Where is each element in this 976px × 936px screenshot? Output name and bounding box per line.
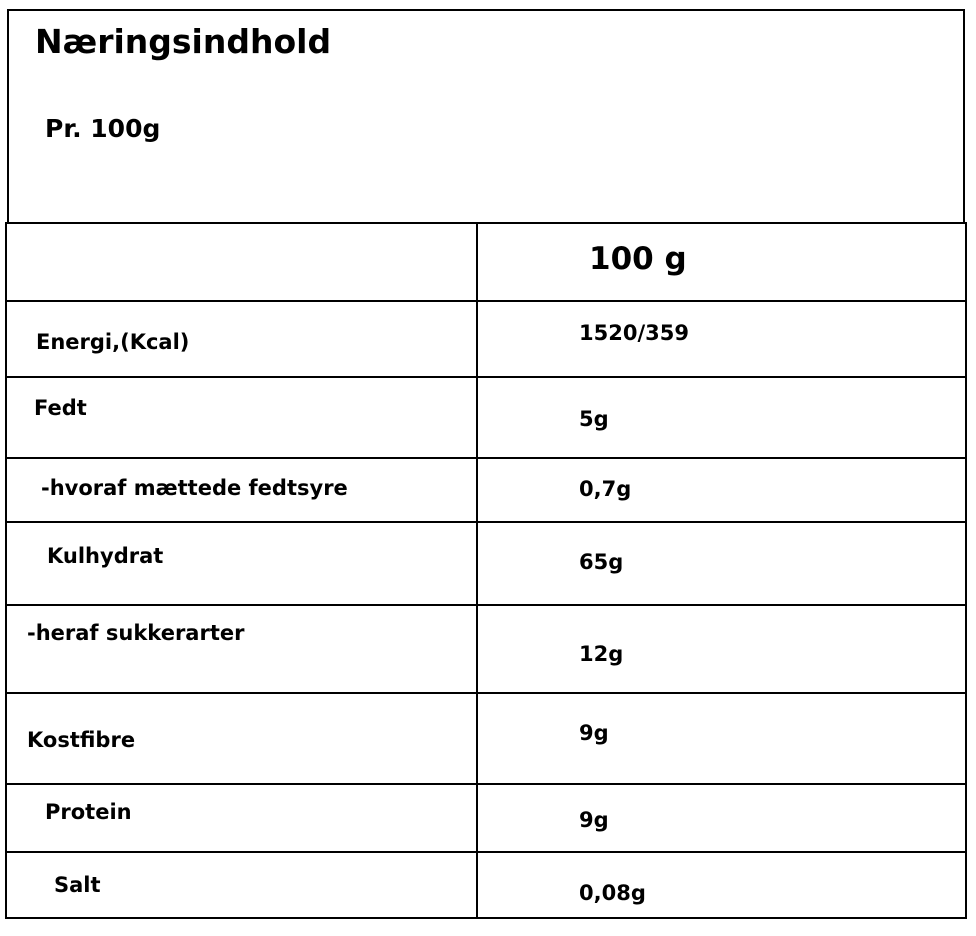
row-divider bbox=[5, 521, 967, 523]
column-divider bbox=[476, 222, 478, 919]
row-label-protein: Protein bbox=[45, 800, 132, 824]
row-divider bbox=[5, 457, 967, 459]
row-divider bbox=[5, 851, 967, 853]
column-header-per-100g: 100 g bbox=[589, 241, 687, 277]
row-value-salt: 0,08g bbox=[579, 881, 646, 905]
row-label-kostfibre: Kostfibre bbox=[27, 728, 136, 752]
row-label-fedt: Fedt bbox=[34, 396, 87, 420]
row-value-kostfibre: 9g bbox=[579, 721, 609, 745]
row-label-energi: Energi,(Kcal) bbox=[36, 330, 190, 354]
row-value-maettede-fedtsyre: 0,7g bbox=[579, 477, 632, 501]
row-value-fedt: 5g bbox=[579, 407, 609, 431]
row-value-protein: 9g bbox=[579, 808, 609, 832]
row-divider bbox=[5, 604, 967, 606]
row-divider bbox=[5, 376, 967, 378]
row-label-sukkerarter: -heraf sukkerarter bbox=[27, 621, 245, 645]
row-divider bbox=[5, 300, 967, 302]
row-value-energi: 1520/359 bbox=[579, 321, 689, 345]
row-value-sukkerarter: 12g bbox=[579, 642, 624, 666]
nutrition-table bbox=[5, 222, 967, 919]
row-divider bbox=[5, 783, 967, 785]
row-divider bbox=[5, 692, 967, 694]
row-label-kulhydrat: Kulhydrat bbox=[47, 544, 164, 568]
row-label-maettede-fedtsyre: -hvoraf mættede fedtsyre bbox=[41, 476, 348, 500]
page-subtitle: Pr. 100g bbox=[45, 114, 161, 143]
page-title: Næringsindhold bbox=[35, 22, 332, 61]
row-value-kulhydrat: 65g bbox=[579, 550, 624, 574]
row-label-salt: Salt bbox=[54, 873, 101, 897]
